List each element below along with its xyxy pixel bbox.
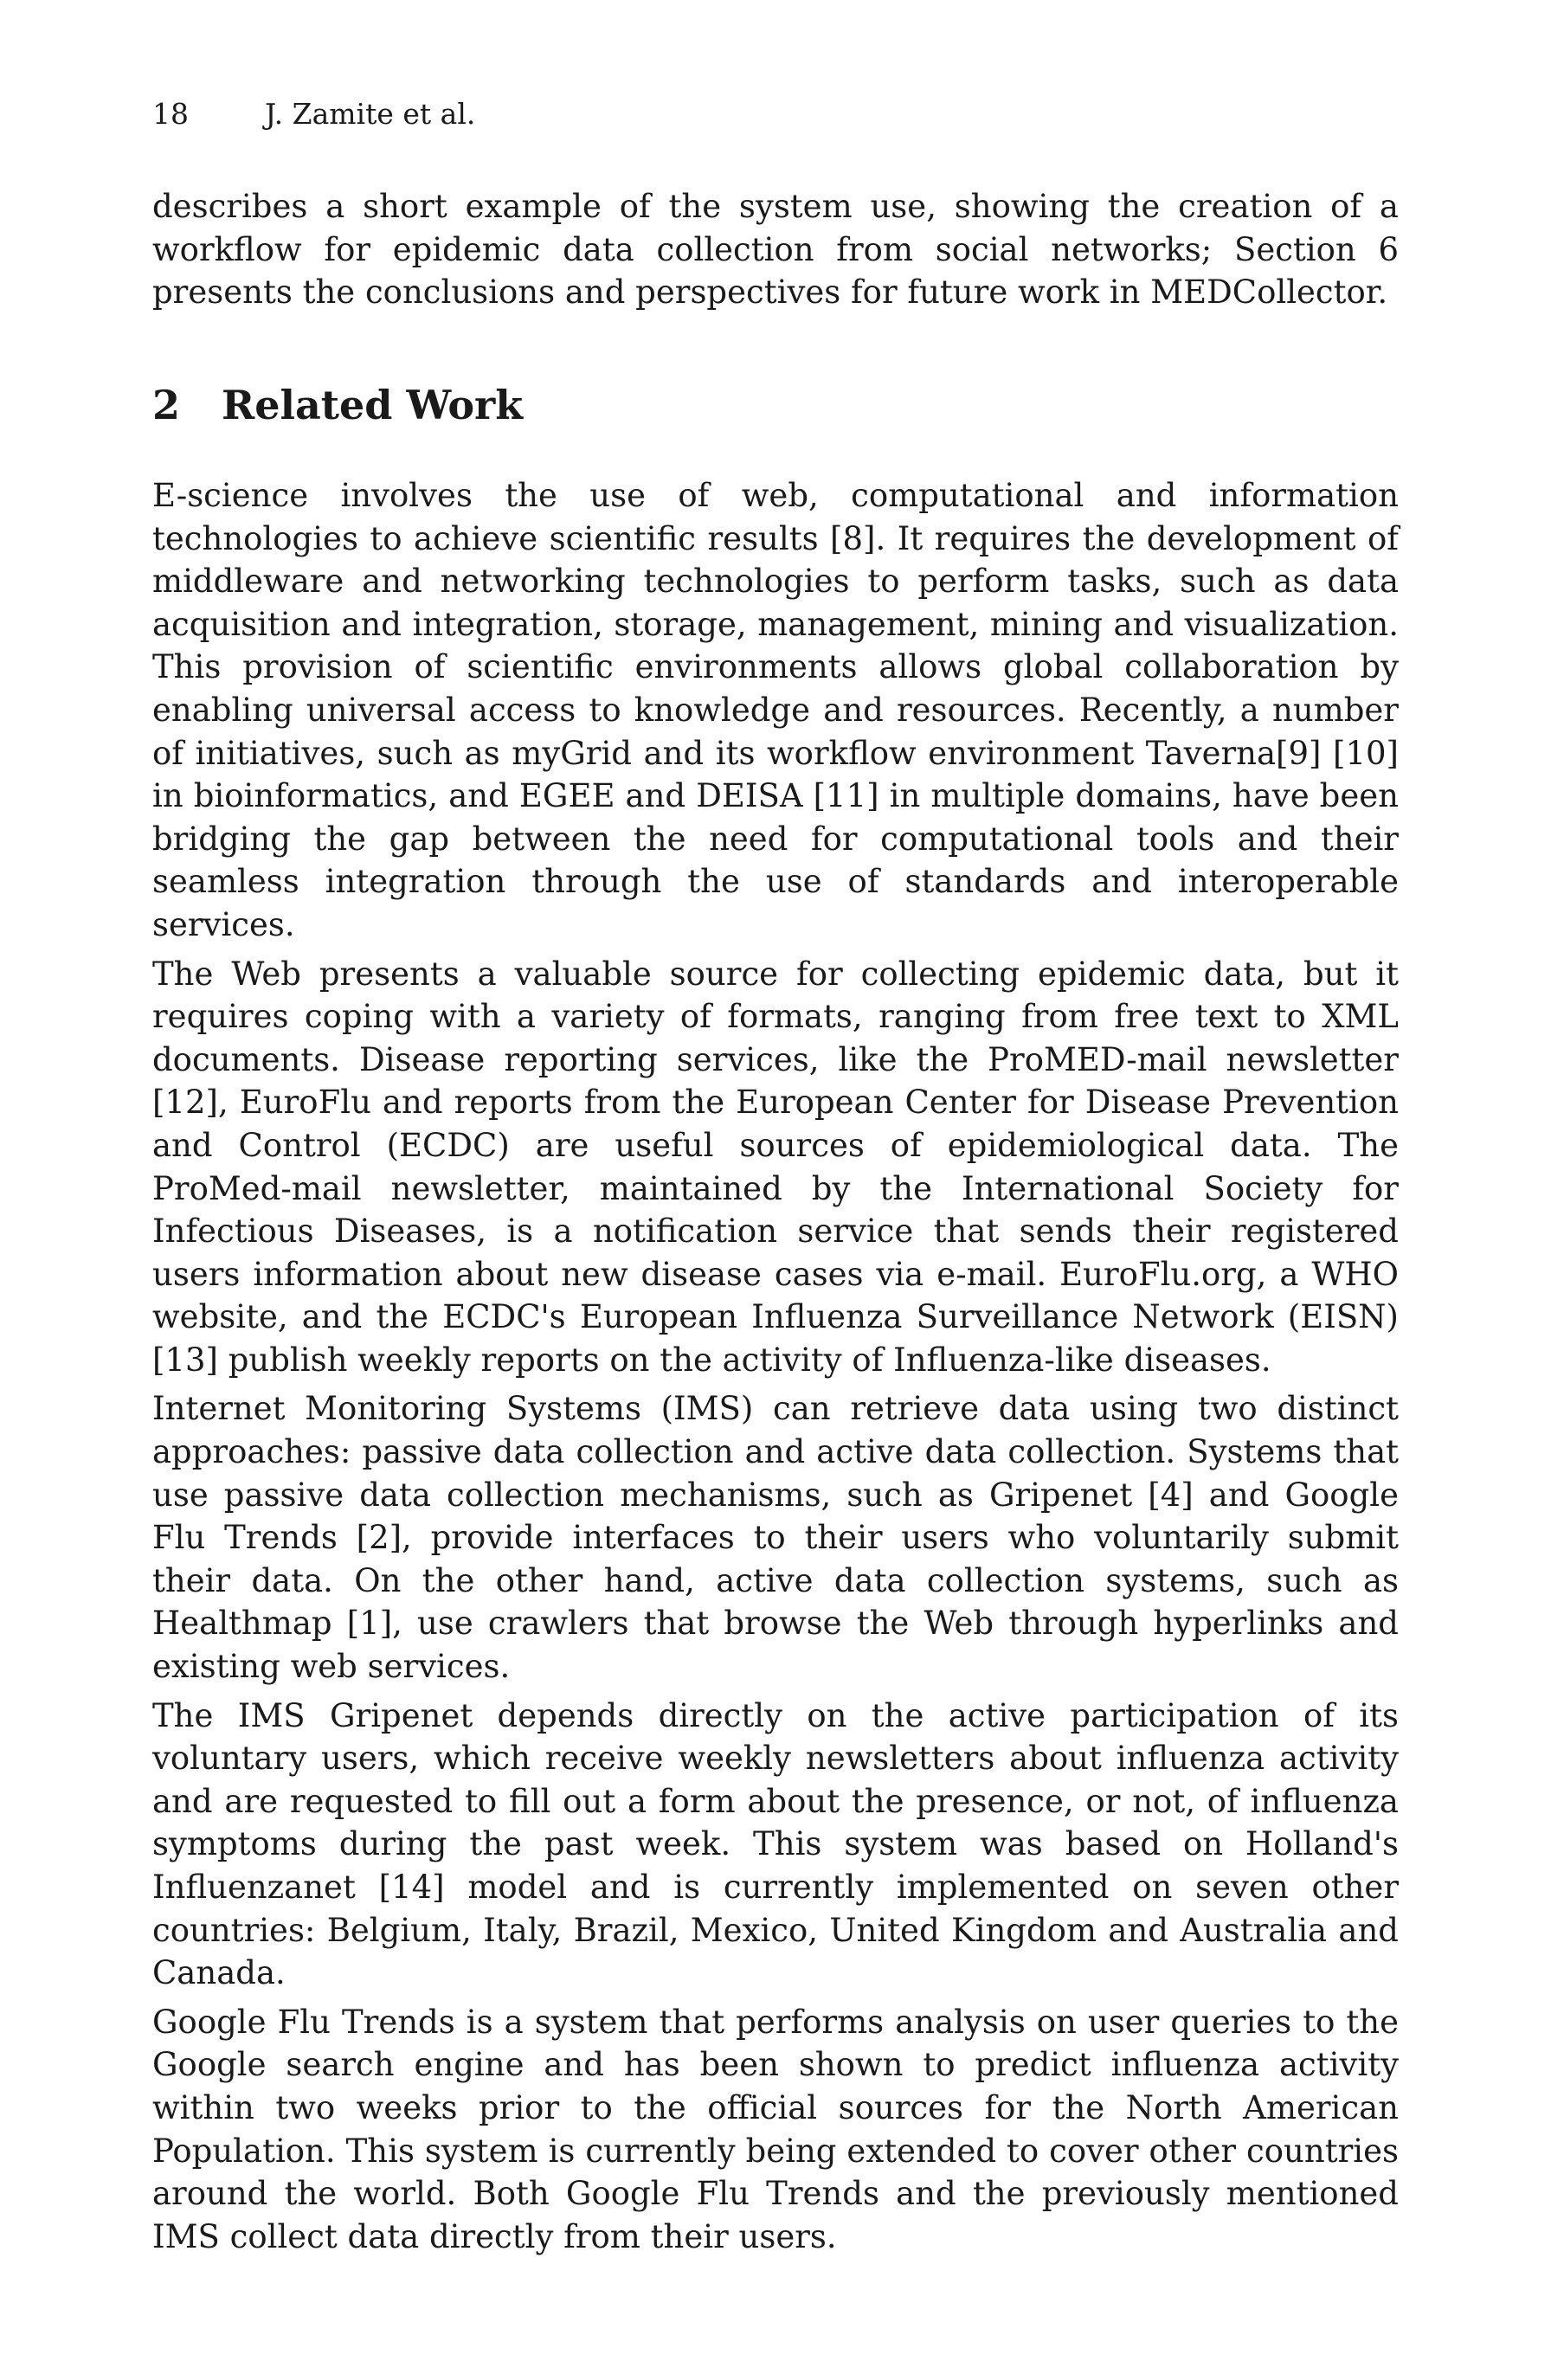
section-number: 2 bbox=[152, 382, 181, 428]
running-title: J. Zamite et al. bbox=[265, 97, 476, 131]
section-title: Related Work bbox=[222, 382, 524, 428]
intro-text-block bbox=[152, 185, 1399, 314]
section-body bbox=[152, 474, 1399, 2258]
intro-paragraph: describes a short example of the system use, showing the creation of a workflow for epidemic data collection from social networks; Section 6 presents the conclusions and perspectives for future work in MEDCollector. bbox=[152, 188, 1399, 312]
paragraph-google-flu-trends: Google Flu Trends is a system that performs analysis on user queries to the Google search engine and has been shown to predict influenza activity within two weeks prior to the official sources for the North American Population. This system is currently being extended to cover other countries around the world. Both Google Flu Trends and the previously mentioned IMS collect data directly from their users. bbox=[152, 2003, 1399, 2255]
section-heading bbox=[152, 381, 523, 429]
paragraph-gripenet: The IMS Gripenet depends directly on the active participation of its voluntary users, which receive weekly newsletters about influenza activity and are requested to fill out a form about the presence, or not, of influenza symptoms during the past week. This system was based on Holland's Influenzanet [14] model and is currently implemented on seven other countries: Belgium, Italy, Brazil, Mexico, United Kingdom and Australia and Canada. bbox=[152, 1696, 1399, 1992]
running-header bbox=[152, 97, 475, 132]
page-number: 18 bbox=[152, 97, 189, 131]
paragraph-escience: E-science involves the use of web, computational and information technologies to achieve scientific results [8]. It requires the development of middleware and networking technologies to perform tasks, such as data acquisition and integration, storage, management, mining and visualization. This provision of scientific environments allows global collaboration by enabling universal access to knowledge and resources. Recently, a number of initiatives, such as myGrid and its workflow environment Taverna[9] [10] in bioinformatics, and EGEE and DEISA [11] in multiple domains, have been bridging the gap between the need for computational tools and their seamless integration through the use of standards and interoperable services. bbox=[152, 477, 1399, 943]
paragraph-web-sources: The Web presents a valuable source for collecting epidemic data, but it requires coping with a variety of formats, ranging from free text to XML documents. Disease reporting services, like the ProMED-mail newsletter [12], EuroFlu and reports from the European Center for Disease Prevention and Control (ECDC) are useful sources of epidemiological data. The ProMed-mail newsletter, maintained by the International Society for Infectious Diseases, is a notification service that sends their registered users information about new disease cases via e-mail. EuroFlu.org, a WHO website, and the ECDC's European Influenza Surveillance Network (EISN) [13] publish weekly reports on the activity of Influenza-like diseases. bbox=[152, 955, 1399, 1379]
paragraph-ims-approaches: Internet Monitoring Systems (IMS) can retrieve data using two distinct approaches: passive data collection and active data collection. Systems that use passive data collection mechanisms, such as Gripenet [4] and Google Flu Trends [2], provide interfaces to their users who voluntarily submit their data. On the other hand, active data collection systems, such as Healthmap [1], use crawlers that browse the Web through hyperlinks and existing web services. bbox=[152, 1390, 1399, 1686]
